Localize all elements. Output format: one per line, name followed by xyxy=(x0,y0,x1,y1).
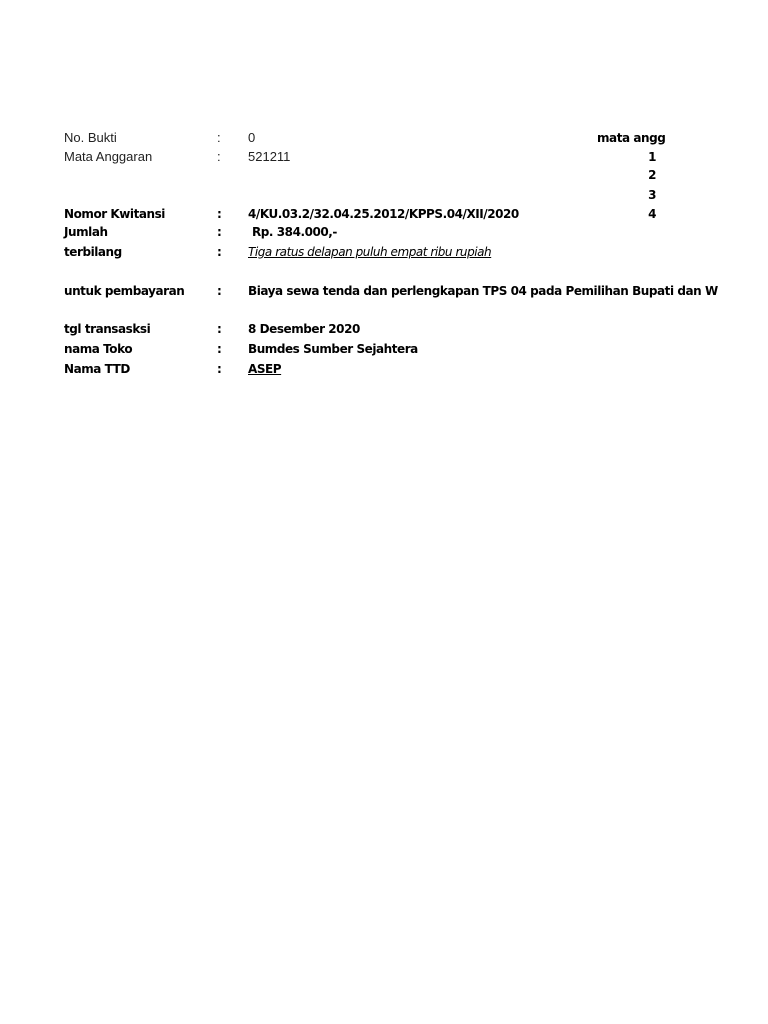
no-bukti-value: 0 xyxy=(248,130,256,145)
no-bukti-label: No. Bukti xyxy=(64,130,117,145)
list-item: 4 xyxy=(648,207,656,221)
list-item: 2 xyxy=(648,168,656,182)
mata-anggaran-label: Mata Anggaran xyxy=(64,149,153,164)
terbilang-label: terbilang xyxy=(64,245,122,259)
list-item: 1 xyxy=(648,150,656,164)
mata-anggaran-value: 521211 xyxy=(248,149,291,164)
nama-toko-separator: : xyxy=(217,342,222,356)
list-item: 3 xyxy=(648,188,656,202)
terbilang-value: Tiga ratus delapan puluh empat ribu rupiah xyxy=(248,245,492,259)
tgl-transaksi-label: tgl transasksi xyxy=(64,322,151,336)
untuk-pembayaran-value: Biaya sewa tenda dan perlengkapan TPS 04 pada Pemilihan Bupati dan W xyxy=(248,284,718,298)
mata-anggaran-list-heading: mata angg xyxy=(597,131,666,145)
untuk-pembayaran-separator: : xyxy=(217,284,222,298)
tgl-transaksi-separator: : xyxy=(217,322,222,336)
mata-anggaran-separator: : xyxy=(217,149,221,164)
jumlah-label: Jumlah xyxy=(64,225,108,239)
nama-toko-label: nama Toko xyxy=(64,342,133,356)
tgl-transaksi-value: 8 Desember 2020 xyxy=(248,322,360,336)
nomor-kwitansi-label: Nomor Kwitansi xyxy=(64,207,165,221)
nomor-kwitansi-value: 4/KU.03.2/32.04.25.2012/KPPS.04/XII/2020 xyxy=(248,207,519,221)
nama-ttd-label: Nama TTD xyxy=(64,362,130,376)
jumlah-separator: : xyxy=(217,225,222,239)
jumlah-value: Rp. 384.000,- xyxy=(252,225,337,239)
nama-toko-value: Bumdes Sumber Sejahtera xyxy=(248,342,418,356)
nomor-kwitansi-separator: : xyxy=(217,207,222,221)
no-bukti-separator: : xyxy=(217,130,221,145)
nama-ttd-value: ASEP xyxy=(248,362,282,376)
untuk-pembayaran-label: untuk pembayaran xyxy=(64,284,185,298)
terbilang-separator: : xyxy=(217,245,222,259)
nama-ttd-separator: : xyxy=(217,362,222,376)
